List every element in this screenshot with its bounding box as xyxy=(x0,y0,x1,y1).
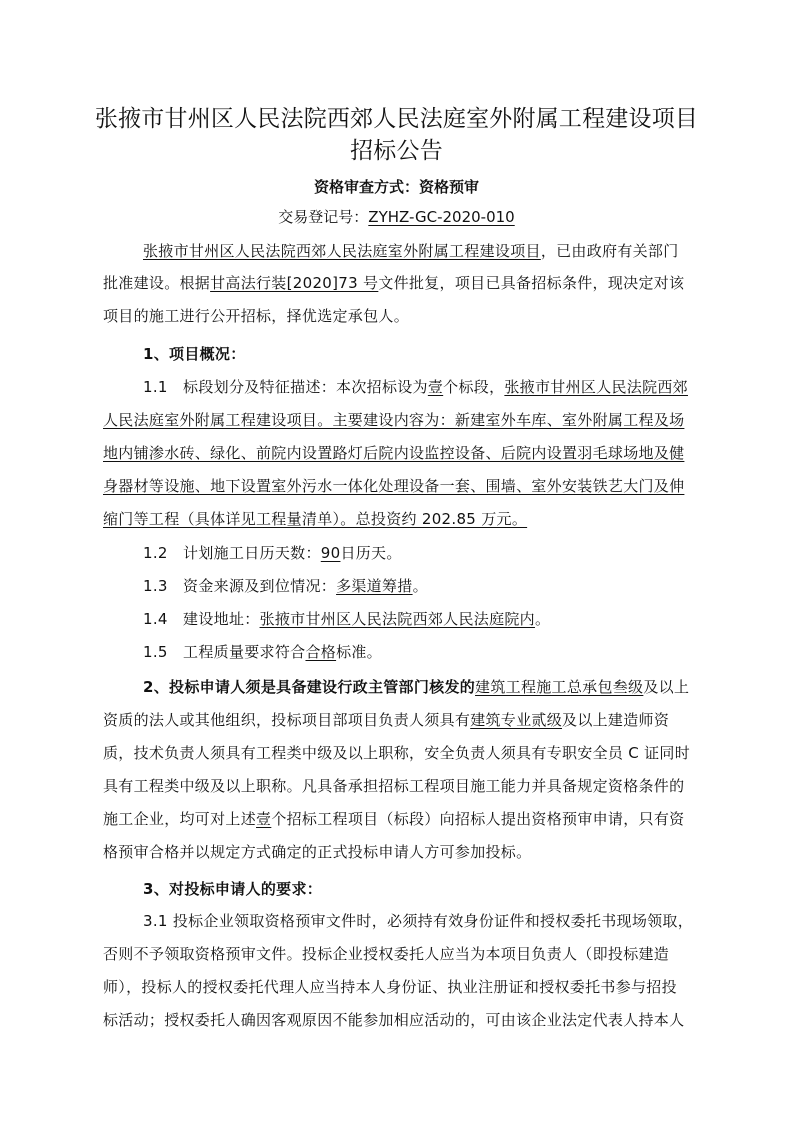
intro-line: 张掖市甘州区人民法院西郊人民法庭室外附属工程建设项目，已由政府有关部门 xyxy=(143,242,679,260)
section-2-line: 质，技术负责人须具有工程类中级及以上职称，安全负责人须具有专职安全员 C 证同时 xyxy=(103,744,691,762)
item-1-4: 1.4 建设地址：张掖市甘州区人民法院西郊人民法庭院内。 xyxy=(143,610,551,628)
section-2-line: 具有工程类中级及以上职称。凡具备承担招标工程项目施工能力并具备规定资格条件的 xyxy=(103,777,685,795)
item-1-3: 1.3 资金来源及到位情况：多渠道筹措。 xyxy=(143,577,428,595)
section-3-line: 标活动；授权委托人确因客观原因不能参加相应活动的，可由该企业法定代表人持本人 xyxy=(103,1011,685,1029)
item-1-1-line: 地内铺渗水砖、绿化、前院内设置路灯后院内设监控设备、后院内设置羽毛球场地及健 xyxy=(103,444,685,462)
registration-label: 交易登记号： xyxy=(278,208,369,226)
intro-line: 项目的施工进行公开招标，择优选定承包人。 xyxy=(103,307,410,325)
item-1-1-line: 人民法庭室外附属工程建设项目。主要建设内容为：新建室外车库、室外附属工程及场 xyxy=(103,411,685,429)
review-method: 资格审查方式：资格预审 xyxy=(313,178,479,196)
document-title-line1: 张掖市甘州区人民法院西郊人民法庭室外附属工程建设项目 xyxy=(94,106,699,132)
section-3-line: 否则不予领取资格预审文件。投标企业授权委托人应当为本项目负责人（即投标建造 xyxy=(103,945,670,963)
section-3-heading: 3、对投标申请人的要求： xyxy=(143,880,323,898)
item-1-1-line: 1.1 标段划分及特征描述：本次招标设为壹个标段，张掖市甘州区人民法院西郊 xyxy=(143,378,688,396)
item-1-2: 1.2 计划施工日历天数：90日历天。 xyxy=(143,544,402,562)
section-3-line: 3.1 投标企业领取资格预审文件时，必须持有效身份证件和授权委托书现场领取， xyxy=(143,912,694,930)
document-title-line2: 招标公告 xyxy=(350,138,443,164)
section-2-line: 施工企业，均可对上述壹个招标工程项目（标段）向招标人提出资格预审申请，只有资 xyxy=(103,810,685,828)
approval-document: 甘高法行装[2020]73 号 xyxy=(210,274,379,292)
section-2-line: 资质的法人或其他组织，投标项目部项目负责人须具有建筑专业贰级及以上建造师资 xyxy=(103,711,670,729)
section-1-heading: 1、项目概况： xyxy=(143,345,246,363)
project-name: 张掖市甘州区人民法院西郊人民法庭室外附属工程建设项目 xyxy=(143,242,541,260)
registration-number-line xyxy=(60,206,733,227)
intro-line: 批准建设。根据甘高法行装[2020]73 号文件批复，项目已具备招标条件，现决定对该 xyxy=(103,274,685,292)
section-2-line: 2、投标申请人须是具备建设行政主管部门核发的建筑工程施工总承包叁级及以上 xyxy=(143,678,690,696)
item-1-5: 1.5 工程质量要求符合合格标准。 xyxy=(143,643,382,661)
section-2-line: 格预审合格并以规定方式确定的正式投标申请人方可参加投标。 xyxy=(103,843,532,861)
section-3-line: 师），投标人的授权委托代理人应当持本人身份证、执业注册证和授权委托书参与招投 xyxy=(103,978,677,996)
registration-number: ZYHZ-GC-2020-010 xyxy=(368,208,515,226)
item-1-1-line: 缩门等工程（具体详见工程量清单）。总投资约 202.85 万元。 xyxy=(103,510,528,528)
item-1-1-line: 身器材等设施、地下设置室外污水一体化处理设备一套、围墙、室外安装铁艺大门及伸 xyxy=(103,477,685,495)
